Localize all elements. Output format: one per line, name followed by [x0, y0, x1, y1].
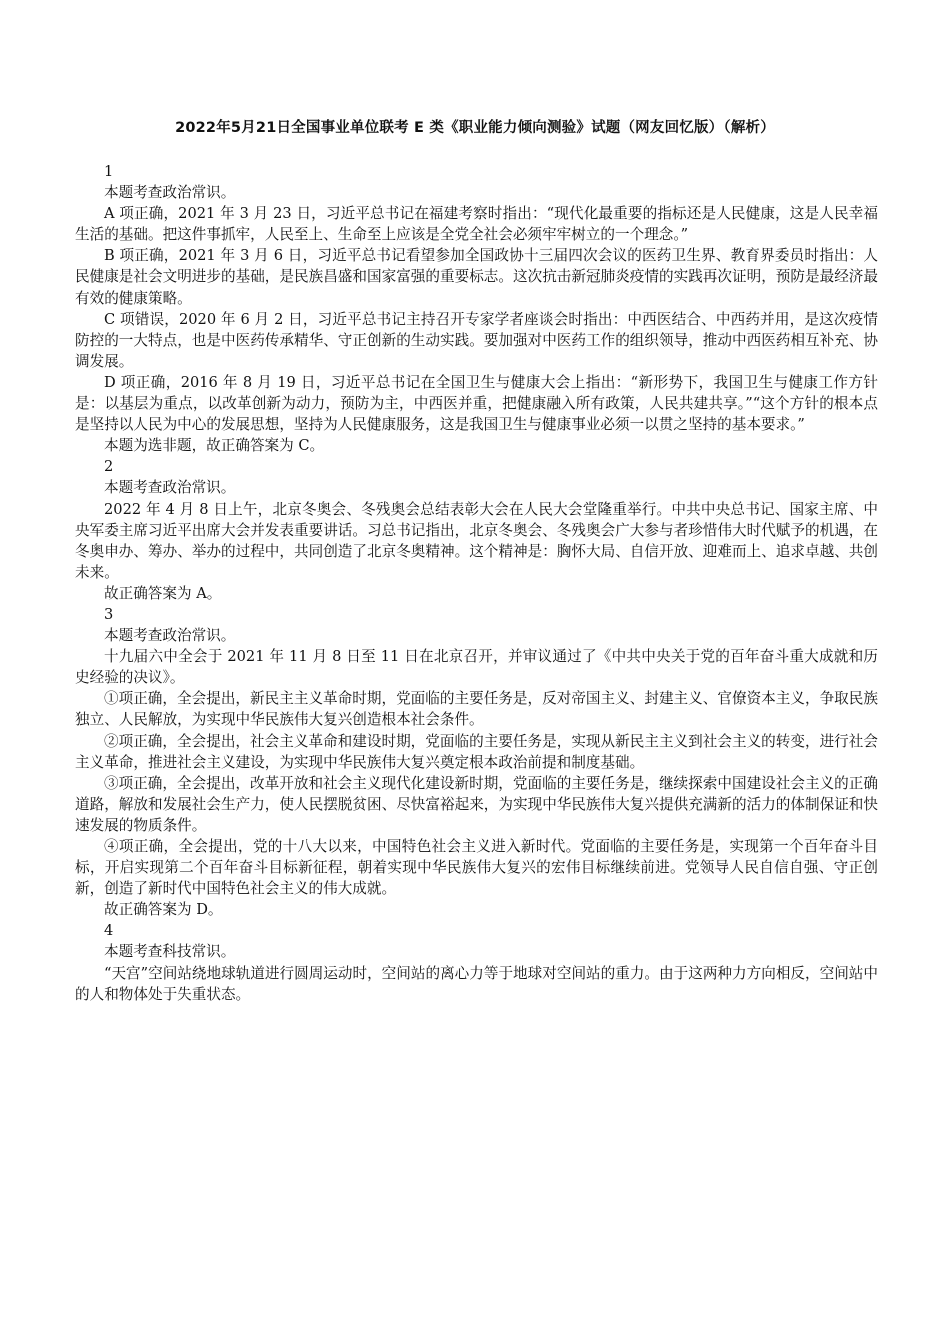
- option-explanation-c: C 项错误，2020 年 6 月 2 日，习近平总书记主持召开专家学者座谈会时指出：中西医结合、中西药并用，是这次疫情防控的一大特点，也是中医药传承精华、守正创新的生动实践。要加强对中医药工作的组织领导，推动中西医药相互补充、协调发展。: [75, 310, 878, 370]
- question-number: 3: [104, 605, 114, 623]
- question-topic: 本题考查科技常识。: [104, 943, 236, 961]
- option-explanation-4: ④项正确，全会提出，党的十八大以来，中国特色社会主义进入新时代。党面临的主要任务是，实现第一个百年奋斗目标，开启实现第二个百年奋斗目标新征程，朝着实现中华民族伟大复兴的宏伟目标继续前进。党领导人民自信自强、守正创新，创造了新时代中国特色社会主义的伟大成就。: [75, 838, 878, 898]
- option-explanation-2: ②项正确，全会提出，社会主义革命和建设时期，党面临的主要任务是，实现从新民主主义到社会主义的转变，进行社会主义革命，推进社会主义建设，为实现中华民族伟大复兴奠定根本政治前提和制度基础。: [75, 732, 878, 771]
- question-topic: 本题考查政治常识。: [104, 627, 236, 645]
- question-number: 1: [104, 163, 114, 180]
- option-explanation-a: A 项正确，2021 年 3 月 23 日，习近平总书记在福建考察时指出：“现代化最重要的指标还是人民健康，这是人民幸福生活的基础。把这件事抓牢，人民至上、生命至上应该是全党全社会必须牢牢树立的一个理念。”: [75, 205, 878, 244]
- option-explanation-b: B 项正确，2021 年 3 月 6 日，习近平总书记看望参加全国政协十三届四次会议的医药卫生界、教育界委员时指出：人民健康是社会文明进步的基础，是民族昌盛和国家富强的重要标志。这次抗击新冠肺炎疫情的实践再次证明，预防是最经济最有效的健康策略。: [75, 247, 878, 307]
- option-explanation-1: ①项正确，全会提出，新民主主义革命时期，党面临的主要任务是，反对帝国主义、封建主义、官僚资本主义，争取民族独立、人民解放，为实现中华民族伟大复兴创造根本社会条件。: [75, 690, 878, 729]
- answer-line: 故正确答案为 D。: [104, 901, 223, 919]
- explanation-paragraph: 十九届六中全会于 2021 年 11 月 8 日至 11 日在北京召开，并审议通过了《中共中央关于党的百年奋斗重大成就和历史经验的决议》。: [75, 648, 878, 687]
- question-number: 2: [104, 458, 114, 476]
- answer-line: 故正确答案为 A。: [104, 584, 222, 602]
- question-number: 4: [104, 922, 114, 940]
- question-topic: 本题考查政治常识。: [104, 479, 236, 497]
- document-body: [75, 161, 878, 1005]
- explanation-paragraph: “天宫”空间站绕地球轨道进行圆周运动时，空间站的离心力等于地球对空间站的重力。由于这两种力方向相反，空间站中的人和物体处于失重状态。: [75, 964, 878, 1003]
- answer-line: 本题为选非题，故正确答案为 C。: [104, 437, 325, 455]
- document-title: 2022年5月21日全国事业单位联考 E 类《职业能力倾向测验》试题（网友回忆版）（解析）: [175, 120, 775, 136]
- option-explanation-d: D 项正确，2016 年 8 月 19 日，习近平总书记在全国卫生与健康大会上指出：“新形势下，我国卫生与健康工作方针是：以基层为重点，以改革创新为动力，预防为主，中西医并重，把健康融入所有政策，人民共建共享。”“这个方针的根本点是坚持以人民为中心的发展思想，坚持为人民健康服务，这是我国卫生与健康事业必须一以贯之坚持的基本要求。”: [75, 373, 878, 434]
- question-topic: 本题考查政治常识。: [104, 184, 236, 202]
- explanation-paragraph: 2022 年 4 月 8 日上午，北京冬奥会、冬残奥会总结表彰大会在人民大会堂隆重举行。中共中央总书记、国家主席、中央军委主席习近平出席大会并发表重要讲话。习总书记指出，北京冬奥会、冬残奥会广大参与者珍惜伟大时代赋予的机遇，在冬奥申办、筹办、举办的过程中，共同创造了北京冬奥精神。这个精神是：胸怀大局、自信开放、迎难而上、追求卓越、共创未来。: [75, 500, 878, 581]
- option-explanation-3: ③项正确，全会提出，改革开放和社会主义现代化建设新时期，党面临的主要任务是，继续探索中国建设社会主义的正确道路，解放和发展社会生产力，使人民摆脱贫困、尽快富裕起来，为实现中华民族伟大复兴提供充满新的活力的体制保证和快速发展的物质条件。: [75, 774, 878, 834]
